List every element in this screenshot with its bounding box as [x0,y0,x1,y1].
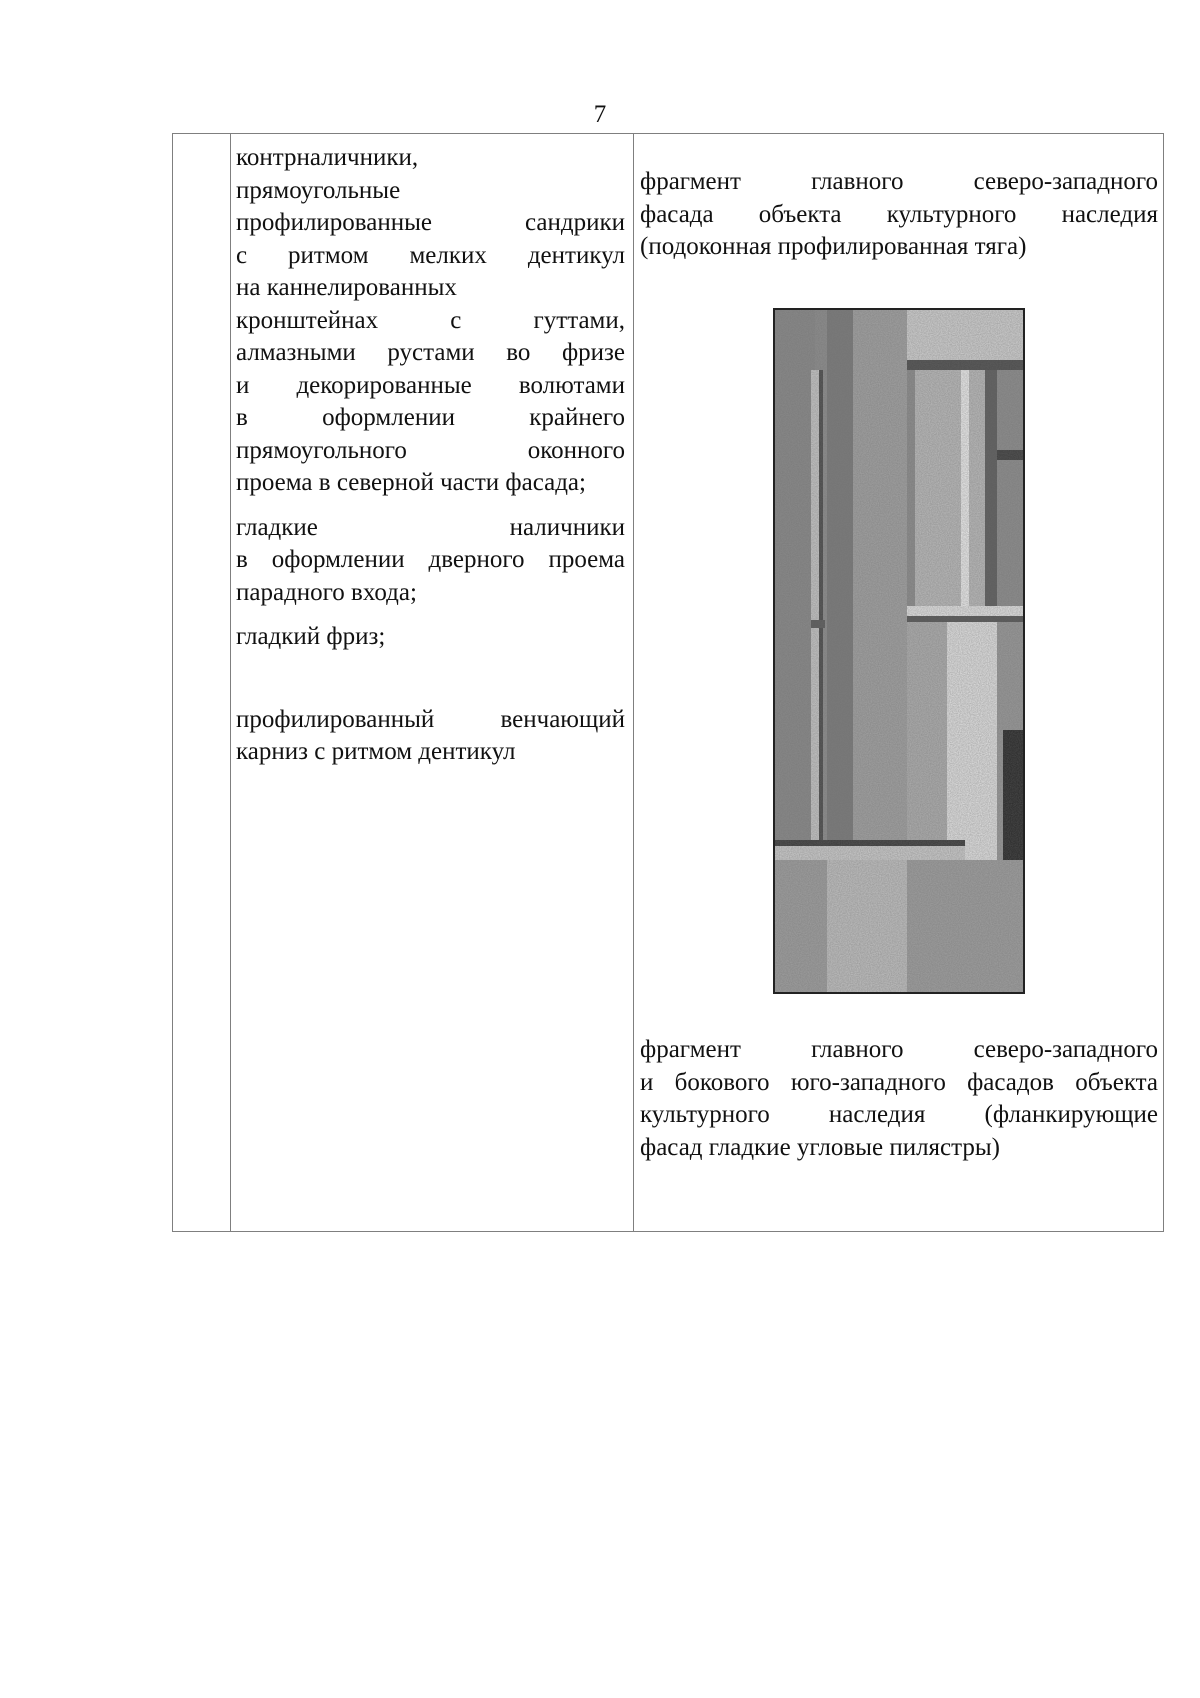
paragraph-door-trim [236,512,625,610]
text-line: контрналичники, [236,144,419,171]
text-line: гладкие наличники [236,513,625,541]
column-divider-1 [230,134,231,1231]
elements-description-cell [236,142,625,769]
text-line: профилированный венчающий [236,705,625,733]
text-line: парадного входа; [236,578,417,606]
text-line: в оформлении дверного проема [236,546,625,573]
photo-caption-top [640,166,1158,264]
caption-line: фрагмент главного северо-западного [640,1036,1158,1063]
page-number: 7 [593,101,607,128]
caption-line: (подоконная профилированная тяга) [640,233,1027,260]
text-line: алмазными рустами во фризе [236,339,625,366]
text-line: профилированные сандрики [236,209,625,236]
text-line: кронштейнах с гуттами, [236,306,625,334]
text-line: прямоугольные [236,176,401,204]
paragraph-frieze [236,621,625,654]
photo-grain [775,310,1023,992]
content-table [172,133,1164,1232]
text-line: на каннелированных [236,274,457,301]
facade-photo [773,308,1025,994]
text-line: гладкий фриз; [236,623,386,650]
column-divider-2 [633,134,634,1231]
caption-line: фрагмент главного северо-западного [640,168,1158,195]
caption-line: фасад гладкие угловые пилястры) [640,1133,1000,1161]
caption-line: культурного наследия (фланкирующие [640,1101,1158,1128]
text-line: с ритмом мелких дентикул [236,241,625,269]
paragraph-cornice [236,704,625,769]
caption-line: и бокового юго-западного фасадов объекта [640,1068,1158,1096]
facade-photo-drawing [775,310,1023,992]
text-line: проема в северной части фасада; [236,469,586,496]
text-line: и декорированные волютами [236,371,625,399]
text-line: прямоугольного оконного [236,436,625,464]
paragraph-window-trim [236,142,625,500]
caption-line: фасада объекта культурного наследия [640,200,1158,228]
text-line: в оформлении крайнего [236,404,625,431]
text-line: карниз с ритмом дентикул [236,738,516,765]
photo-caption-bottom [640,1034,1158,1164]
